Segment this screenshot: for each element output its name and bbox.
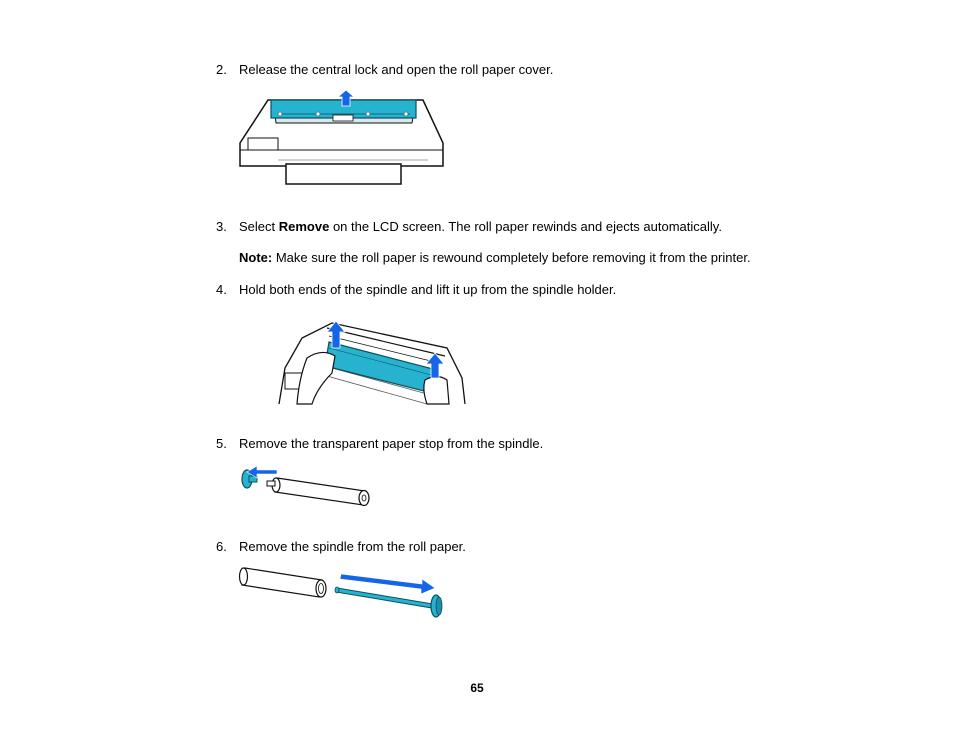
step-number: 2. — [216, 62, 227, 77]
step-4 — [216, 282, 616, 298]
note-label: Note: — [239, 250, 273, 265]
step-3 — [216, 219, 722, 235]
step-text: Hold both ends of the spindle and lift it up from the spindle holder. — [239, 282, 617, 297]
figure-open-roll-cover — [238, 88, 448, 188]
note — [239, 250, 751, 266]
page-number: 65 — [470, 681, 484, 695]
step-number: 5. — [216, 436, 227, 451]
step-number: 6. — [216, 539, 227, 554]
step-text: Remove the spindle from the roll paper. — [239, 539, 466, 554]
step-text: Remove the transparent paper stop from the spindle. — [239, 436, 544, 451]
figure-remove-spindle — [237, 566, 447, 621]
step-2 — [216, 62, 553, 78]
figure-lift-spindle — [277, 318, 467, 406]
note-text: Make sure the roll paper is rewound completely before removing it from the printer. — [272, 250, 751, 265]
step-5 — [216, 436, 543, 452]
step-text-pre: Select — [239, 219, 279, 234]
step-text-post: on the LCD screen. The roll paper rewinds and ejects automatically. — [329, 219, 722, 234]
step-number: 3. — [216, 219, 227, 234]
step-number: 4. — [216, 282, 227, 297]
figure-remove-paper-stop — [237, 463, 377, 511]
step-text: Release the central lock and open the roll paper cover. — [239, 62, 554, 77]
step-text-bold: Remove — [278, 219, 330, 234]
step-6 — [216, 539, 466, 555]
